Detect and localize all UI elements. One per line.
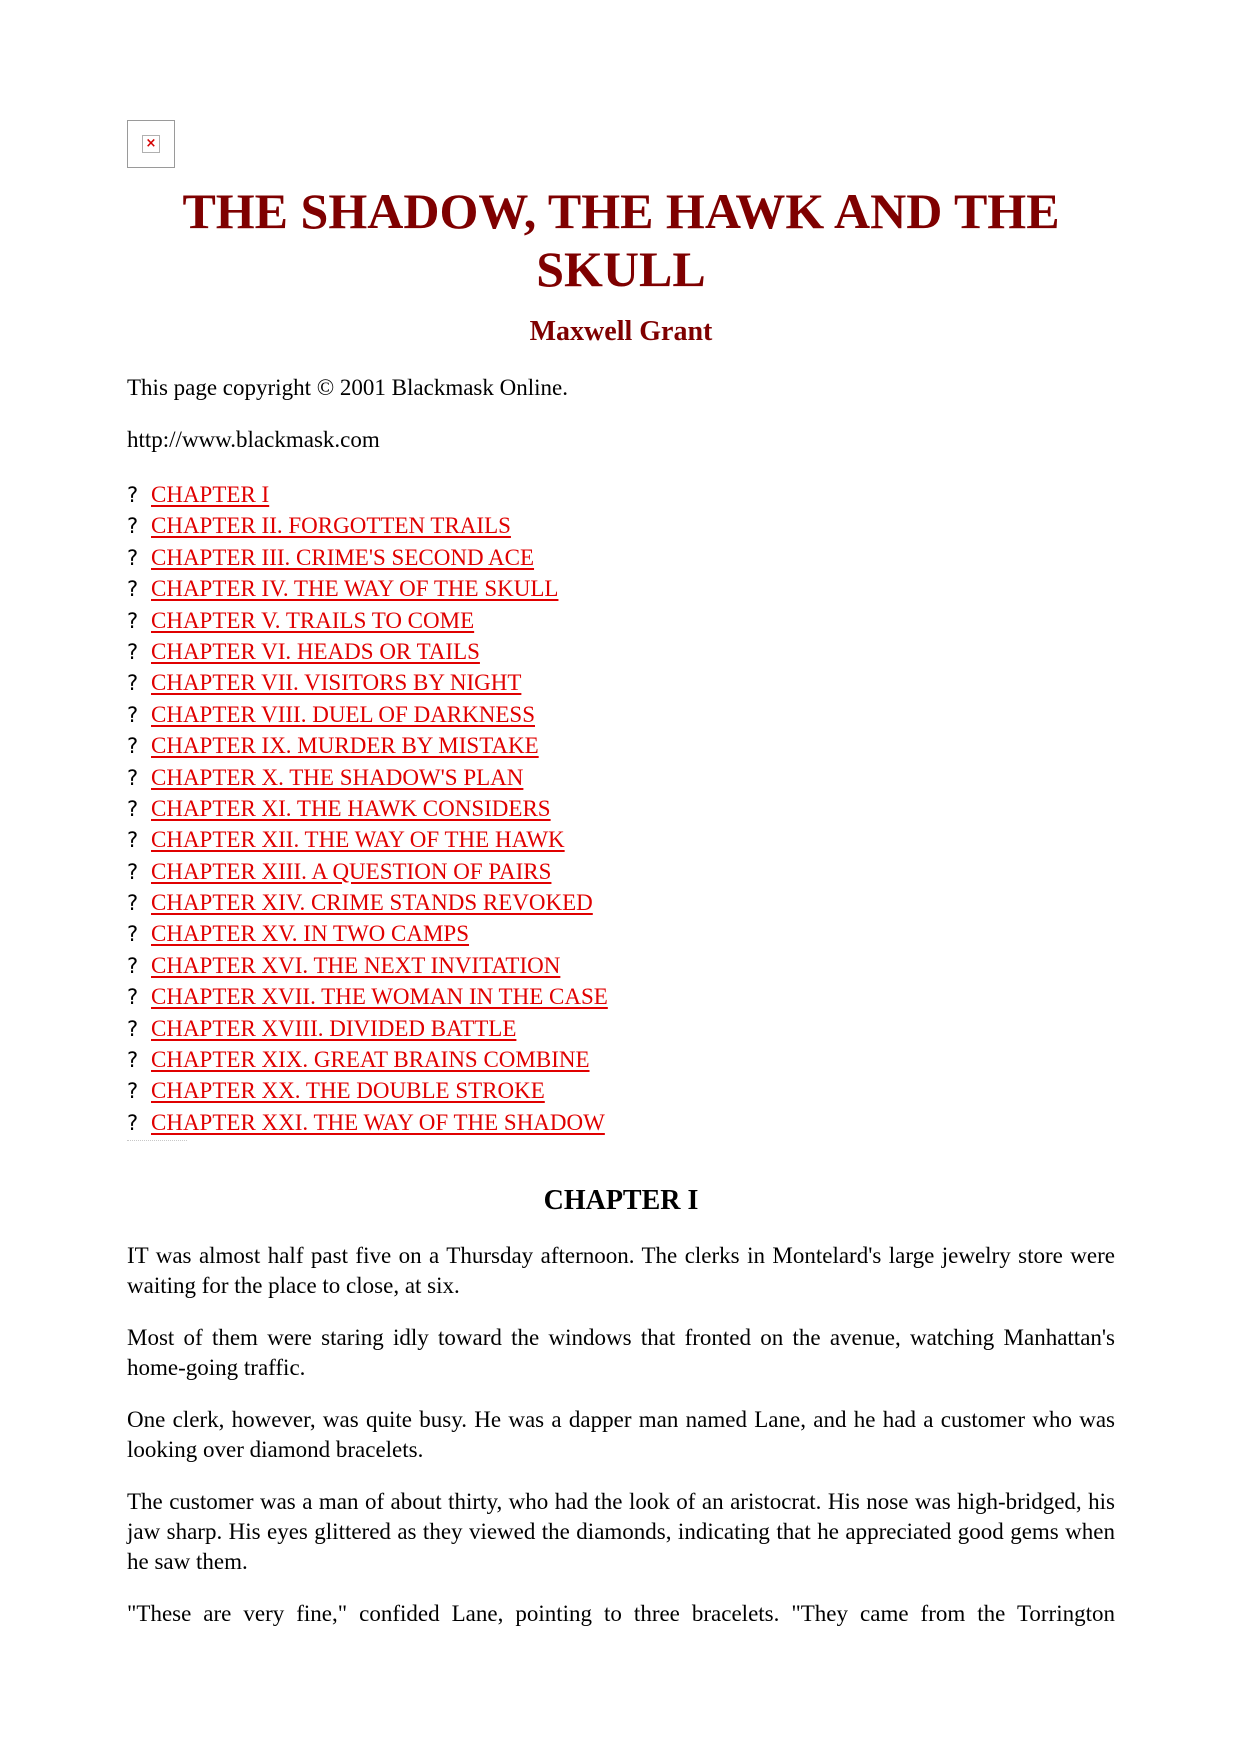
toc-link[interactable]: CHAPTER IV. THE WAY OF THE SKULL [151,576,559,602]
toc-link[interactable]: CHAPTER IX. MURDER BY MISTAKE [151,733,539,759]
toc-link[interactable]: CHAPTER VII. VISITORS BY NIGHT [151,670,522,696]
broken-image-icon [127,120,175,168]
missing-bullet-glyph: ? [127,828,139,853]
body-paragraph: IT was almost half past five on a Thursday afternoon. The clerks in Montelard's large jewelry store were waiting for the place to close, at six. [127,1243,1115,1298]
author-name: Maxwell Grant [529,316,713,347]
body-paragraph: Most of them were staring idly toward the windows that fronted on the avenue, watching Manhattan's home-going traffic. [127,1325,1115,1380]
missing-bullet-glyph: ? [127,1079,139,1104]
toc-item [127,826,608,857]
toc-item [127,544,608,575]
site-url: http://www.blackmask.com [127,427,380,452]
toc-item [127,512,608,543]
toc-link[interactable]: CHAPTER V. TRAILS TO COME [151,607,475,633]
toc-link[interactable]: CHAPTER XXI. THE WAY OF THE SHADOW [151,1109,605,1135]
missing-bullet-glyph: ? [127,859,139,884]
toc-item [127,795,608,826]
body-paragraph: "These are very fine," confided Lane, pointing to three bracelets. "They came from the Torrington [127,1601,1115,1626]
toc-link[interactable]: CHAPTER II. FORGOTTEN TRAILS [151,513,511,539]
toc-item [127,764,608,795]
toc-item [127,481,608,512]
toc-link[interactable]: CHAPTER VI. HEADS OR TAILS [151,638,480,664]
toc-link[interactable]: CHAPTER XVIII. DIVIDED BATTLE [151,1015,517,1041]
toc-item [127,575,608,606]
toc-divider [127,1140,187,1147]
toc-item [127,983,608,1014]
missing-bullet-glyph: ? [127,1048,139,1073]
missing-bullet-glyph: ? [127,1016,139,1041]
toc-link[interactable]: CHAPTER XIX. GREAT BRAINS COMBINE [151,1047,590,1073]
toc-link[interactable]: CHAPTER XI. THE HAWK CONSIDERS [151,795,551,821]
toc-item [127,669,608,700]
missing-bullet-glyph: ? [127,985,139,1010]
missing-bullet-glyph: ? [127,953,139,978]
toc-link[interactable]: CHAPTER I [151,482,270,507]
toc-link[interactable]: CHAPTER XX. THE DOUBLE STROKE [151,1078,545,1104]
chapter-heading: CHAPTER I [543,1185,699,1216]
toc-item [127,920,608,951]
missing-bullet-glyph: ? [127,734,139,759]
body-paragraph: The customer was a man of about thirty, who had the look of an aristocrat. His nose was high-bridged, his jaw sharp. His eyes glittered as they viewed the diamonds, indicating that he appreciated good gems when he saw them. [127,1489,1115,1574]
toc-link[interactable]: CHAPTER III. CRIME'S SECOND ACE [151,544,535,570]
table-of-contents [127,481,608,1140]
image-placeholder-x-icon: × [142,135,160,153]
missing-bullet-glyph: ? [127,639,139,664]
toc-item [127,1077,608,1108]
toc-link[interactable]: CHAPTER XIV. CRIME STANDS REVOKED [151,890,593,916]
toc-item [127,701,608,732]
toc-item [127,889,608,920]
toc-link[interactable]: CHAPTER VIII. DUEL OF DARKNESS [151,701,535,727]
toc-item [127,1015,608,1046]
chapter-body [127,1241,1115,1651]
missing-bullet-glyph: ? [127,483,139,507]
toc-item [127,607,608,638]
missing-bullet-glyph: ? [127,671,139,696]
missing-bullet-glyph: ? [127,514,139,539]
toc-link[interactable]: CHAPTER XV. IN TWO CAMPS [151,921,470,947]
toc-item [127,858,608,889]
toc-item [127,952,608,983]
body-paragraph: One clerk, however, was quite busy. He was a dapper man named Lane, and he had a customer who was looking over diamond bracelets. [127,1407,1115,1462]
copyright-notice: This page copyright © 2001 Blackmask Online. [127,375,568,400]
missing-bullet-glyph: ? [127,545,139,570]
missing-bullet-glyph: ? [127,891,139,916]
toc-link[interactable]: CHAPTER XIII. A QUESTION OF PAIRS [151,858,552,884]
missing-bullet-glyph: ? [127,608,139,633]
missing-bullet-glyph: ? [127,702,139,727]
missing-bullet-glyph: ? [127,796,139,821]
book-title: THE SHADOW, THE HAWK AND THE SKULL [182,183,1060,297]
toc-link[interactable]: CHAPTER XVII. THE WOMAN IN THE CASE [151,984,608,1010]
toc-item [127,638,608,669]
toc-item [127,1109,608,1140]
toc-link[interactable]: CHAPTER X. THE SHADOW'S PLAN [151,764,524,790]
toc-link[interactable]: CHAPTER XVI. THE NEXT INVITATION [151,952,561,978]
missing-bullet-glyph: ? [127,577,139,602]
missing-bullet-glyph: ? [127,922,139,947]
toc-item [127,732,608,763]
missing-bullet-glyph: ? [127,765,139,790]
toc-link[interactable]: CHAPTER XII. THE WAY OF THE HAWK [151,827,565,853]
toc-item [127,1046,608,1077]
missing-bullet-glyph: ? [127,1110,139,1135]
